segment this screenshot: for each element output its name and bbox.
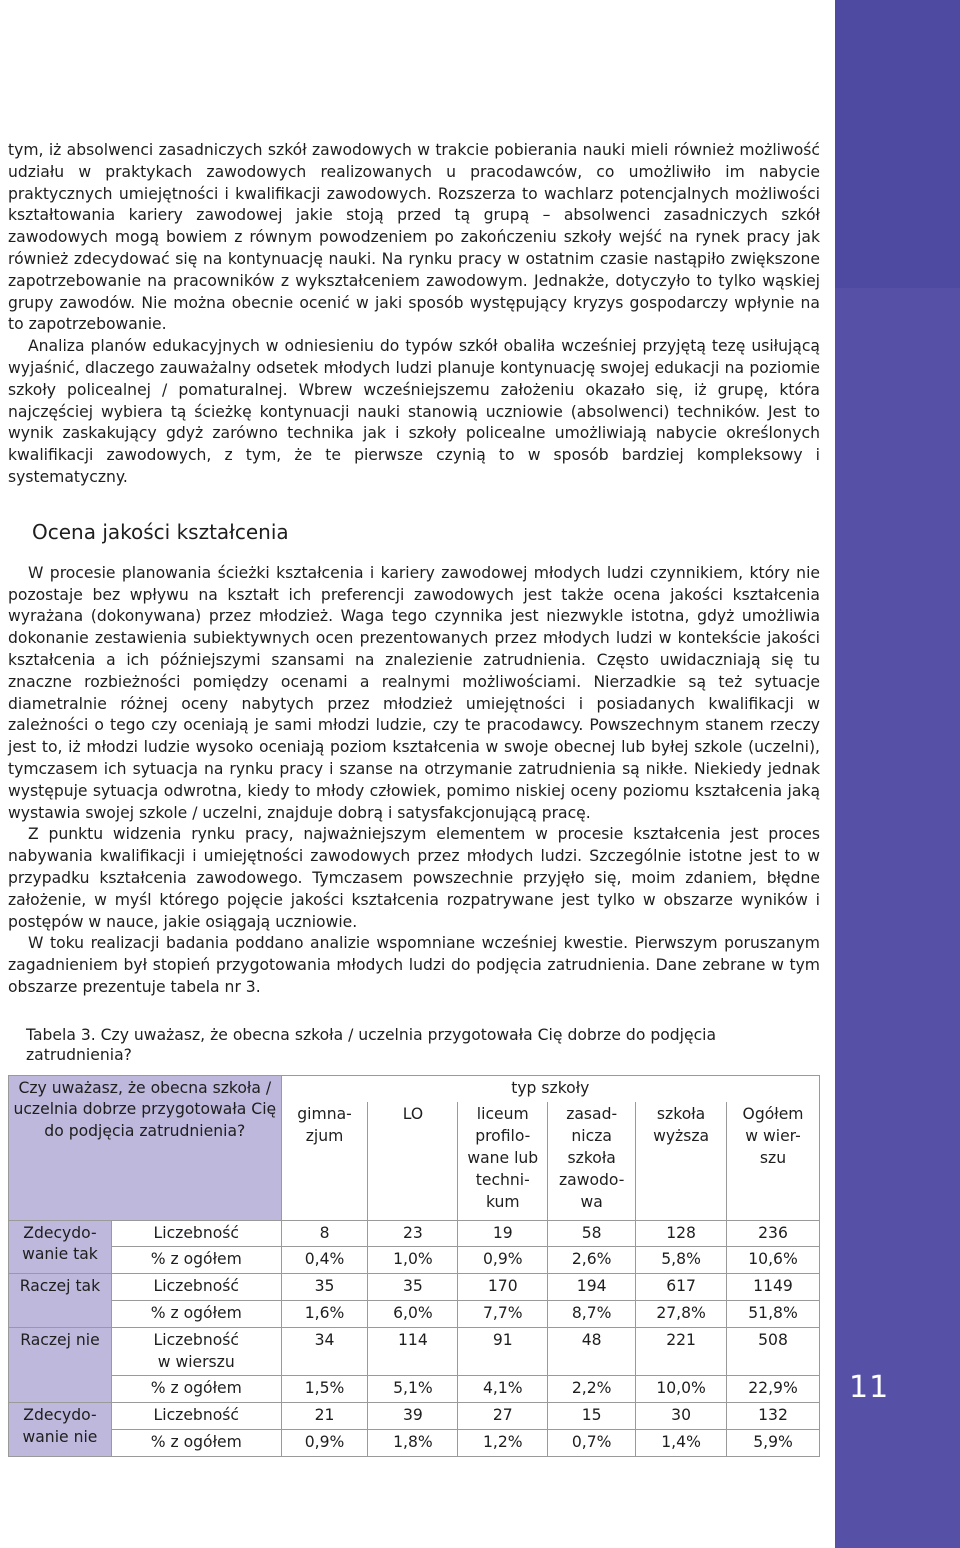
- table-value-cell: 1,4%: [636, 1430, 727, 1457]
- table-row: [9, 1430, 820, 1457]
- table-value-cell: 34: [281, 1327, 368, 1376]
- table-value-cell: 128: [636, 1220, 727, 1247]
- table-value-cell: 23: [368, 1220, 458, 1247]
- table-row: [9, 1220, 820, 1247]
- table-value-cell: 10,0%: [636, 1376, 727, 1403]
- table-value-cell: 39: [368, 1403, 458, 1430]
- document-body: [8, 140, 820, 1457]
- table-value-cell: 5,9%: [727, 1430, 820, 1457]
- table-value-cell: 58: [548, 1220, 636, 1247]
- table-question-cell: Czy uważasz, że obecna szkoła / uczelnia dobrze przygotowała Cię do podjęcia zatrudnienia?: [9, 1075, 282, 1220]
- table-caption: Tabela 3. Czy uważasz, że obecna szkoła / uczelnia przygotowała Cię dobrze do podjęcia zatrudnienia?: [26, 1025, 717, 1064]
- paragraph-quality-1: W procesie planowania ścieżki kształcenia i kariery zawodowej młodych ludzi czynnikiem, który nie pozostaje bez wpływu na kształt ich preferencji zawodowych jest także ocena jakości kształcenia wyrażana (dokonywana) przez młodzież. Waga tego czynnika jest niezwykle istotna, gdyż umożliwia dokonanie zestawienia subiektywnych ocen prezentowanych przez młodych ludzi w kontekście jakości kształcenia a ich późniejszymi szansami na znalezienie zatrudnienia. Często uwidaczniają się tu znaczne rozbieżności pomiędzy ocenami a realnymi możliwościami. Nierzadkie są też sytuacje diametralnie różnej oceny nabytych przez młodzież umiejętności i posiadanych kwalifikacji w zależności o tego czy oceniają je sami młodzi ludzie, czy te pracodawcy. Powszechnym stanem rzeczy jest to, iż młodzi ludzie wysoko oceniają poziom kształcenia w swoje obecnej lub byłej szkole (uczelni), tymczasem ich sytuacja na rynku pracy i szanse na otrzymanie zatrudnienia są nikłe. Niekiedy jednak występuje sytuacja odwrotna, kiedy to młody człowiek, pomimo niskiej oceny poziomu kształcenia jaką wystawia swojej szkole / uczelni, znajduje dobrą i satysfakcjonującą pracę.: [8, 563, 820, 822]
- table-measure-cell: Liczebność: [111, 1403, 281, 1430]
- table-group-header: typ szkoły: [281, 1075, 819, 1102]
- paragraph-quality-3: W toku realizacji badania poddano analizie wspomniane wcześniej kwestie. Pierwszym poruszanym zagadnieniem był stopień przygotowania młodych ludzi do podjęcia zatrudnienia. Dane zebrane w tym obszarze prezentuje tabela nr 3.: [8, 934, 820, 996]
- table-value-cell: 48: [548, 1327, 636, 1376]
- table-value-cell: 170: [458, 1274, 548, 1301]
- table-value-cell: 19: [458, 1220, 548, 1247]
- table-row: [9, 1376, 820, 1403]
- table-column-header: LO: [368, 1102, 458, 1220]
- table-value-cell: 2,6%: [548, 1247, 636, 1274]
- table-value-cell: 8: [281, 1220, 368, 1247]
- table-value-cell: 7,7%: [458, 1301, 548, 1328]
- table-column-header: zasad- nicza szkoła zawodo- wa: [548, 1102, 636, 1220]
- table-row-label: Zdecydo- wanie tak: [9, 1220, 112, 1274]
- table-value-cell: 1,6%: [281, 1301, 368, 1328]
- table-measure-cell: Liczebność w wierszu: [111, 1327, 281, 1376]
- table-measure-cell: Liczebność: [111, 1274, 281, 1301]
- table-column-header: szkoła wyższa: [636, 1102, 727, 1220]
- table-value-cell: 8,7%: [548, 1301, 636, 1328]
- table-value-cell: 508: [727, 1327, 820, 1376]
- table-column-header: Ogółem w wier- szu: [727, 1102, 820, 1220]
- table-value-cell: 1,2%: [458, 1430, 548, 1457]
- table-value-cell: 4,1%: [458, 1376, 548, 1403]
- table-value-cell: 10,6%: [727, 1247, 820, 1274]
- table-value-cell: 0,9%: [281, 1430, 368, 1457]
- table-value-cell: 0,9%: [458, 1247, 548, 1274]
- table-value-cell: 27: [458, 1403, 548, 1430]
- table-value-cell: 114: [368, 1327, 458, 1376]
- table-measure-cell: % z ogółem: [111, 1376, 281, 1403]
- table-value-cell: 221: [636, 1327, 727, 1376]
- table-value-cell: 236: [727, 1220, 820, 1247]
- paragraph-analysis: Analiza planów edukacyjnych w odniesieniu do typów szkół obaliła wcześniej przyjętą tezę usiłującą wyjaśnić, dlaczego zauważalny odsetek młodych ludzi planuje kontynuację swojej edukacji na poziomie szkoły policealnej / pomaturalnej. Wbrew wcześniejszemu założeniu okazało się, iż grupę, która najczęściej wybiera tą ścieżkę kontynuacji nauki stanowią uczniowie (absolwenci) techników. Jest to wynik zaskakujący gdyż zarówno technika jak i szkoły policealne umożliwiają nabycie określonych kwalifikacji zawodowych, z tym, że te pierwsze czynią to w sposób bardziej kompleksowy i systematyczny.: [8, 337, 820, 486]
- table-value-cell: 0,4%: [281, 1247, 368, 1274]
- table-value-cell: 1149: [727, 1274, 820, 1301]
- table-value-cell: 22,9%: [727, 1376, 820, 1403]
- table-row-label: Raczej tak: [9, 1274, 112, 1328]
- table-value-cell: 1,0%: [368, 1247, 458, 1274]
- table-value-cell: 5,1%: [368, 1376, 458, 1403]
- page-number: 11: [849, 1370, 890, 1405]
- table-value-cell: 2,2%: [548, 1376, 636, 1403]
- table-row-label: Raczej nie: [9, 1327, 112, 1402]
- table-row: [9, 1301, 820, 1328]
- paragraph-quality-2: Z punktu widzenia rynku pracy, najważniejszym elementem w procesie kształcenia jest proces nabywania kwalifikacji i umiejętności zawodowych przez młodych ludzi. Szczególnie istotne jest to w przypadku kształcenia zawodowego. Tymczasem powszechnie przyjęło się, moim zdaniem, błędne założenie, w myśl którego pojęcie jakości kształcenia rozpatrywane jest tylko w obszarze wyników i postępów w nauce, jakie osiągają uczniowie.: [8, 825, 820, 931]
- table-value-cell: 132: [727, 1403, 820, 1430]
- table-value-cell: 21: [281, 1403, 368, 1430]
- table-measure-cell: % z ogółem: [111, 1301, 281, 1328]
- table-value-cell: 30: [636, 1403, 727, 1430]
- table-value-cell: 35: [368, 1274, 458, 1301]
- table-row-label: Zdecydo- wanie nie: [9, 1403, 112, 1457]
- table-row: [9, 1274, 820, 1301]
- table-column-header: liceum profilo- wane lub techni- kum: [458, 1102, 548, 1220]
- table-value-cell: 15: [548, 1403, 636, 1430]
- table-row: [9, 1327, 820, 1376]
- table-value-cell: 194: [548, 1274, 636, 1301]
- section-heading: Ocena jakości kształcenia: [32, 519, 289, 544]
- sidebar-top-band: [835, 0, 960, 288]
- table-value-cell: 1,5%: [281, 1376, 368, 1403]
- table-value-cell: 6,0%: [368, 1301, 458, 1328]
- table-value-cell: 0,7%: [548, 1430, 636, 1457]
- table-value-cell: 1,8%: [368, 1430, 458, 1457]
- table-column-header: gimna- zjum: [281, 1102, 368, 1220]
- table-value-cell: 35: [281, 1274, 368, 1301]
- table-value-cell: 5,8%: [636, 1247, 727, 1274]
- table-row: [9, 1247, 820, 1274]
- table-value-cell: 51,8%: [727, 1301, 820, 1328]
- table-measure-cell: Liczebność: [111, 1220, 281, 1247]
- page-sidebar: [835, 0, 960, 1548]
- table-value-cell: 91: [458, 1327, 548, 1376]
- table-value-cell: 27,8%: [636, 1301, 727, 1328]
- table-row: [9, 1403, 820, 1430]
- table-measure-cell: % z ogółem: [111, 1247, 281, 1274]
- data-table: [8, 1075, 820, 1457]
- table-header-row: [9, 1075, 820, 1102]
- table-value-cell: 617: [636, 1274, 727, 1301]
- table-measure-cell: % z ogółem: [111, 1430, 281, 1457]
- paragraph-continuation: tym, iż absolwenci zasadniczych szkół zawodowych w trakcie pobierania nauki mieli również możliwość udziału w praktykach zawodowych realizowanych u pracodawców, co umożliwiło im nabycie praktycznych umiejętności i kwalifikacji zawodowych. Rozszerza to wachlarz potencjalnych możliwości kształtowania kariery zawodowej jakie stoją przed tą grupą – absolwenci zasadniczych szkół zawodowych mogą bowiem z równym powodzeniem po zakończeniu szkoły wejść na rynek pracy jak również zdecydować się na kontynuację nauki. Na rynku pracy w ostatnim czasie nastąpiło zwiększone zapotrzebowanie na pracowników z wykształceniem zawodowym. Jednakże, dotyczyło to tylko wąskiej grupy zawodów. Nie można obecnie ocenić w jaki sposób występujący kryzys gospodarczy wpłynie na to zapotrzebowanie.: [8, 141, 820, 334]
